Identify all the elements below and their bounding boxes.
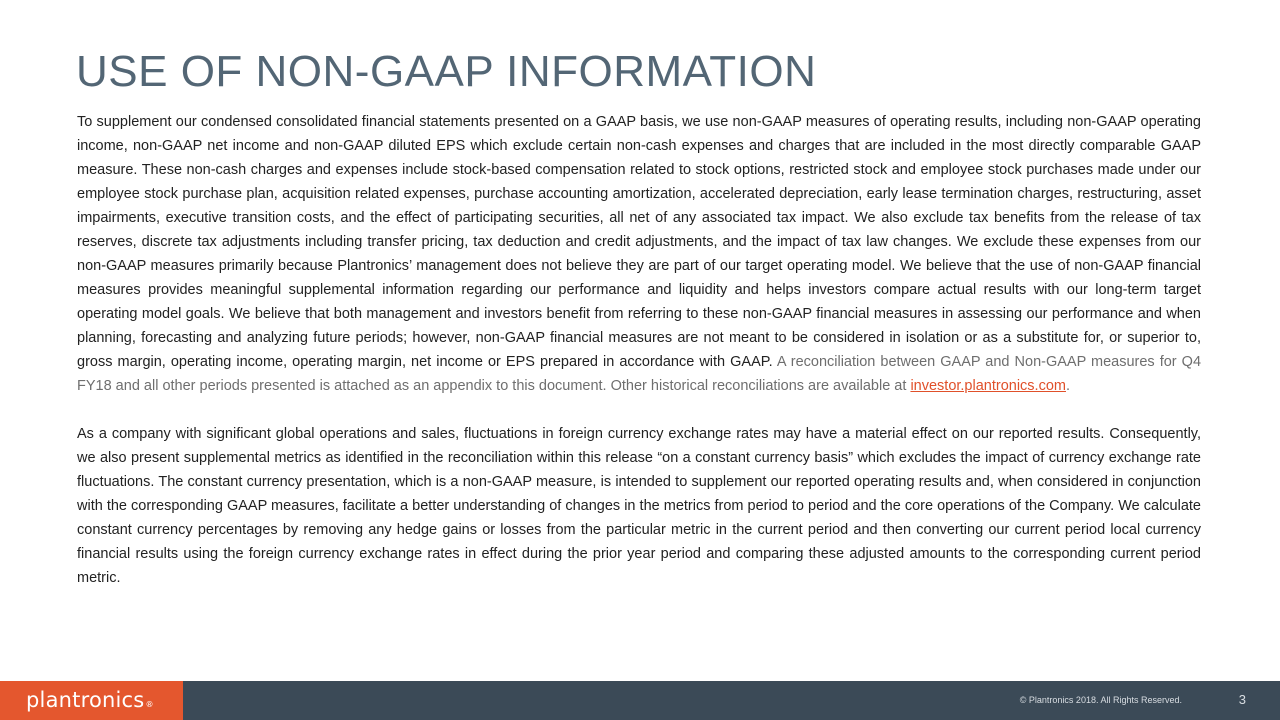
logo-text — [26, 688, 154, 712]
logo-wordmark: plantronics — [26, 688, 145, 712]
page-title: USE OF NON-GAAP INFORMATION — [76, 47, 817, 96]
investor-link[interactable]: investor.plantronics.com — [910, 378, 1066, 394]
paragraph-end: . — [1065, 378, 1071, 394]
copyright-notice: © Plantronics 2018. All Rights Reserved. — [1019, 695, 1182, 705]
reconciliation-note: A reconciliation between GAAP and Non-GAAP measures for Q4 FY18 and all other periods presented is attached as an appendix to this document. Other historical reconciliations are available at — [77, 354, 1202, 394]
paragraph-non-gaap — [77, 110, 1201, 398]
footer-bar — [0, 681, 1280, 720]
logo — [0, 681, 183, 720]
paragraph-constant-currency: As a company with significant global operations and sales, fluctuations in foreign currency exchange rates may have a material effect on our reported results. Consequently, we also present supplemental metrics as identified in the reconciliation within this release “on a constant currency basis” which excludes the impact of currency exchange rate fluctuations. The constant currency presentation, which is a non-GAAP measure, is intended to supplement our reported operating results and, when considered in conjunction with the corresponding GAAP measures, facilitate a better understanding of changes in the metrics from period to period and the core operations of the Company. We calculate constant currency percentages by removing any hedge gains or losses from the particular metric in the current period and then converting our current period local currency financial results using the foreign currency exchange rates in effect during the prior year period and comparing these adjusted amounts to the corresponding current period metric. — [77, 426, 1201, 586]
registered-mark: ® — [145, 700, 154, 709]
slide-body — [77, 110, 1201, 590]
page-number: 3 — [1238, 692, 1246, 707]
paragraph-non-gaap-text: To supplement our condensed consolidated financial statements presented on a GAAP basis, we use non-GAAP measures of operating results, including non-GAAP operating income, non-GAAP net income and non-GAAP diluted EPS which exclude certain non-cash expenses and charges that are included in the most directly comparable GAAP measure. These non-cash charges and expenses include stock-based compensation related to stock options, restricted stock and employee stock purchases made under our employee stock purchase plan, acquisition related expenses, purchase accounting amortization, accelerated depreciation, early lease termination charges, restructuring, asset impairments, executive transition costs, and the effect of participating securities, all net of any associated tax impact. We also exclude tax benefits from the release of tax reserves, discrete tax adjustments including transfer pricing, tax deduction and credit adjustments, and the impact of tax law changes. We exclude these expenses from our non-GAAP measures primarily because Plantronics’ management does not believe they are part of our target operating model. We believe that the use of non-GAAP financial measures provides meaningful supplemental information regarding our performance and liquidity and helps investors compare actual results with our long-term target operating model goals. We believe that both management and investors benefit from referring to these non-GAAP financial measures in assessing our performance and when planning, forecasting and analyzing future periods; however, non-GAAP financial measures are not meant to be considered in isolation or as a substitute for, or superior to, gross margin, operating income, operating margin, net income or EPS prepared in accordance with GAAP. — [77, 114, 1201, 370]
